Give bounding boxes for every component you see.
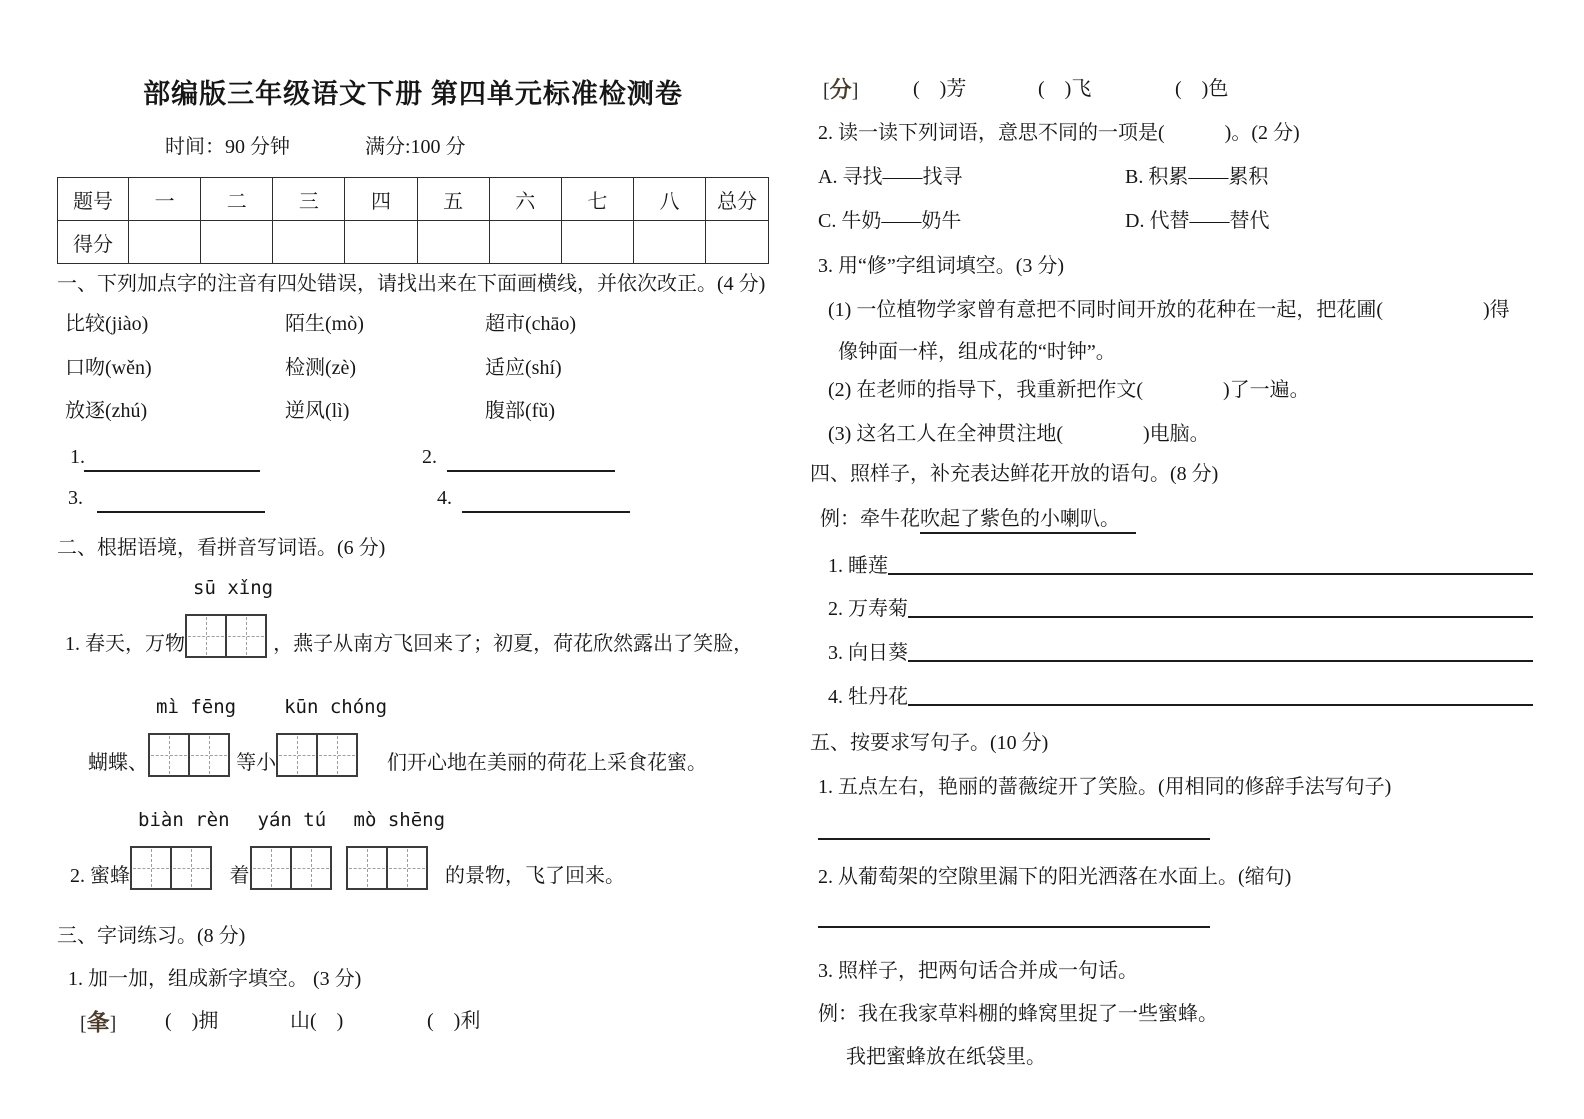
- example-sentence-1: 例：我在我家草料棚的蜂窝里捉了一些蜜蜂。: [818, 1003, 1218, 1025]
- answer-line: [818, 838, 1210, 840]
- pinyin-label: mì fēng: [156, 696, 237, 718]
- header-cell: 总分: [706, 178, 769, 221]
- section-3-heading: 三、字词练习。(8 分): [57, 925, 246, 947]
- sentence-text: 2. 蜜蜂: [70, 865, 130, 887]
- grid-cell: [187, 616, 225, 656]
- phonetic-word: 检测(zè): [285, 357, 357, 379]
- flower-item-row: [828, 640, 1533, 666]
- q2-option: B. 积累——累积: [1125, 166, 1269, 188]
- paper-title: 部编版三年级语文下册 第四单元标准检测卷: [143, 79, 683, 109]
- correction-blank-line: [447, 444, 615, 472]
- correction-blank-row: [57, 444, 769, 476]
- correction-blank-line: [84, 444, 260, 472]
- example-underlined: 吹起了紫色的小喇叭。: [920, 508, 1136, 534]
- blank-with-paren: ( )拥: [165, 1010, 219, 1032]
- score-cell: [706, 221, 769, 264]
- grid-cell: [132, 848, 170, 888]
- correction-blank-label: 4.: [437, 487, 452, 509]
- score-cell: [201, 221, 273, 264]
- bracket-open: [: [823, 80, 830, 102]
- phonetic-word: 超市(chāo): [485, 313, 577, 335]
- flower-item-row: [828, 553, 1533, 579]
- sentence-text: 们开心地在美丽的荷花上采食花蜜。: [387, 752, 708, 774]
- answer-fill-line: [908, 704, 1533, 706]
- grid-cell: [170, 848, 210, 888]
- blank-with-paren: ( )芳: [913, 78, 967, 100]
- add-character-row: [57, 1008, 769, 1040]
- header-cell: 七: [561, 178, 633, 221]
- blank-with-paren: 山( ): [290, 1010, 344, 1032]
- score-row-label: 得分: [58, 221, 129, 264]
- header-cell: 二: [201, 178, 273, 221]
- pinyin-grid-stack: [148, 695, 236, 777]
- q2-prompt: 2. 读一读下列词语，意思不同的一项是( )。(2 分): [818, 122, 1300, 144]
- full-score-label: 满分:100 分: [365, 136, 466, 158]
- sentence-prompt: 3. 照样子，把两句话合并成一句话。: [818, 960, 1138, 982]
- flower-item-label: 1. 睡莲: [828, 555, 888, 577]
- header-cell: 一: [129, 178, 201, 221]
- section-4-heading: 四、照样子，补充表达鲜花开放的语句。(8 分): [810, 463, 1219, 485]
- q3-item-line: 像钟面一样，组成花的“时钟”。: [838, 341, 1116, 363]
- answer-fill-line: [908, 660, 1533, 662]
- grid-cell: [386, 848, 426, 888]
- header-cell: 三: [273, 178, 345, 221]
- phonetic-word-row: [57, 355, 769, 383]
- base-char-group: [823, 76, 858, 105]
- sentence-text: ，燕子从南方飞回来了；初夏，荷花欣然露出了笑脸，: [273, 633, 754, 655]
- sentence-text: 的景物，飞了回来。: [445, 865, 626, 887]
- time-label: 时间：90 分钟: [165, 136, 290, 158]
- blank-with-paren: ( )飞: [1038, 78, 1092, 100]
- grid-cell: [188, 735, 228, 775]
- grid-cell: [252, 848, 290, 888]
- q3-prompt: 3. 用“修”字组词填空。(3 分): [818, 255, 1065, 277]
- phonetic-word: 比较(jiào): [65, 313, 149, 335]
- pinyin-label: biàn rèn: [138, 809, 230, 831]
- pinyin-label: sū xǐng: [193, 577, 274, 599]
- sentence-text: 等小: [236, 752, 277, 774]
- grid-cell: [348, 848, 386, 888]
- score-table-wrap: [57, 177, 769, 264]
- q2-option: D. 代替——替代: [1125, 210, 1270, 232]
- header-cell: 六: [489, 178, 561, 221]
- correction-blank-label: 3.: [68, 487, 83, 509]
- score-cell: [345, 221, 417, 264]
- writing-grid: [250, 846, 332, 890]
- correction-blank-label: 2.: [422, 446, 437, 468]
- correction-blank-line: [97, 485, 265, 513]
- bracket-open: [: [80, 1013, 87, 1035]
- score-table-score-row: [58, 221, 769, 264]
- phonetic-word: 放逐(zhú): [65, 400, 148, 422]
- pinyin-grid-stack: [276, 695, 387, 777]
- correction-blank-row: [57, 485, 769, 517]
- blank-with-paren: ( )利: [427, 1010, 481, 1032]
- phonetic-word-row: [57, 398, 769, 426]
- bracket-close: ]: [851, 80, 859, 102]
- q2-option: C. 牛奶——奶牛: [818, 210, 962, 232]
- header-cell: 五: [417, 178, 489, 221]
- right-column: [810, 0, 1534, 1119]
- left-column: [57, 0, 769, 1119]
- flower-item-label: 3. 向日葵: [828, 642, 908, 664]
- base-char: 夆: [86, 1009, 110, 1036]
- grid-cell: [278, 735, 316, 775]
- phonetic-word-row: [57, 311, 769, 339]
- writing-grid: [185, 614, 267, 658]
- pinyin-label: yán tú: [257, 809, 327, 831]
- q3-item-line: (1) 一位植物学家曾有意把不同时间开放的花种在一起，把花圃( )得: [828, 299, 1510, 321]
- pinyin-grid-stack: [185, 576, 273, 658]
- base-char-group: [80, 1008, 116, 1038]
- phonetic-word: 口吻(wěn): [65, 357, 152, 379]
- q1-prompt: 1. 加一加，组成新字填空。 (3 分): [68, 968, 362, 990]
- example-prefix: 例：牵牛花: [820, 508, 920, 530]
- score-cell: [417, 221, 489, 264]
- q2-option: A. 寻找——找寻: [818, 166, 963, 188]
- answer-fill-line: [888, 573, 1533, 575]
- phonetic-word: 腹部(fǔ): [485, 400, 555, 422]
- grid-cell: [150, 735, 188, 775]
- flower-item-label: 2. 万寿菊: [828, 598, 908, 620]
- flower-item-row: [828, 684, 1533, 710]
- pinyin-grid-stack: [130, 808, 230, 890]
- pinyin-label: mò shēng: [353, 809, 446, 831]
- base-char: 分: [829, 77, 852, 103]
- grid-cell: [225, 616, 265, 656]
- sentence-text: 1. 春天，万物: [65, 633, 185, 655]
- header-cell: 四: [345, 178, 417, 221]
- example-sentence: [820, 506, 1136, 532]
- add-character-row: [810, 76, 1534, 108]
- pinyin-sentence-2: [70, 808, 625, 890]
- writing-grid: [148, 733, 230, 777]
- sentence-text: 着: [229, 865, 250, 887]
- q3-item-line: (3) 这名工人在全神贯注地( )电脑。: [828, 423, 1210, 445]
- header-cell: 八: [633, 178, 705, 221]
- q3-item-line: (2) 在老师的指导下，我重新把作文( )了一遍。: [828, 379, 1310, 401]
- pinyin-label: kūn chóng: [284, 696, 388, 718]
- section-5-heading: 五、按要求写句子。(10 分): [810, 732, 1049, 754]
- flower-item-row: [828, 596, 1533, 622]
- pinyin-grid-stack: [250, 808, 332, 890]
- answer-line: [818, 926, 1210, 928]
- writing-grid: [130, 846, 212, 890]
- pinyin-sentence-1-line2: [88, 695, 707, 777]
- section-1-heading: 一、下列加点字的注音有四处错误，请找出来在下面画横线，并依次改正。(4 分): [57, 273, 766, 295]
- phonetic-word: 逆风(lì): [285, 400, 350, 422]
- sentence-prompt: 1. 五点左右，艳丽的蔷薇绽开了笑脸。(用相同的修辞手法写句子): [818, 776, 1392, 798]
- grid-cell: [316, 735, 356, 775]
- q2-option-row: [810, 208, 1534, 236]
- sentence-text: 蝴蝶、: [88, 752, 148, 774]
- q2-option-row: [810, 164, 1534, 192]
- blank-with-paren: ( )色: [1175, 78, 1229, 100]
- writing-grid: [276, 733, 358, 777]
- bracket-close: ]: [109, 1013, 117, 1035]
- answer-fill-line: [908, 616, 1533, 618]
- score-table-header-row: [58, 178, 769, 221]
- flower-item-label: 4. 牡丹花: [828, 686, 908, 708]
- phonetic-word: 适应(shí): [485, 357, 562, 379]
- sentence-prompt: 2. 从葡萄架的空隙里漏下的阳光洒落在水面上。(缩句): [818, 866, 1292, 888]
- writing-grid: [346, 846, 428, 890]
- section-2-heading: 二、根据语境，看拼音写词语。(6 分): [57, 537, 386, 559]
- score-cell: [633, 221, 705, 264]
- example-sentence-2: 我把蜜蜂放在纸袋里。: [846, 1046, 1046, 1068]
- score-cell: [561, 221, 633, 264]
- score-table: [57, 177, 769, 264]
- correction-blank-line: [462, 485, 630, 513]
- score-cell: [489, 221, 561, 264]
- score-cell: [129, 221, 201, 264]
- correction-blank-label: 1.: [70, 446, 85, 468]
- grid-cell: [290, 848, 330, 888]
- pinyin-sentence-1: [65, 576, 753, 658]
- pinyin-grid-stack: [346, 808, 446, 890]
- score-cell: [273, 221, 345, 264]
- phonetic-word: 陌生(mò): [285, 313, 364, 335]
- header-cell: 题号: [58, 178, 129, 221]
